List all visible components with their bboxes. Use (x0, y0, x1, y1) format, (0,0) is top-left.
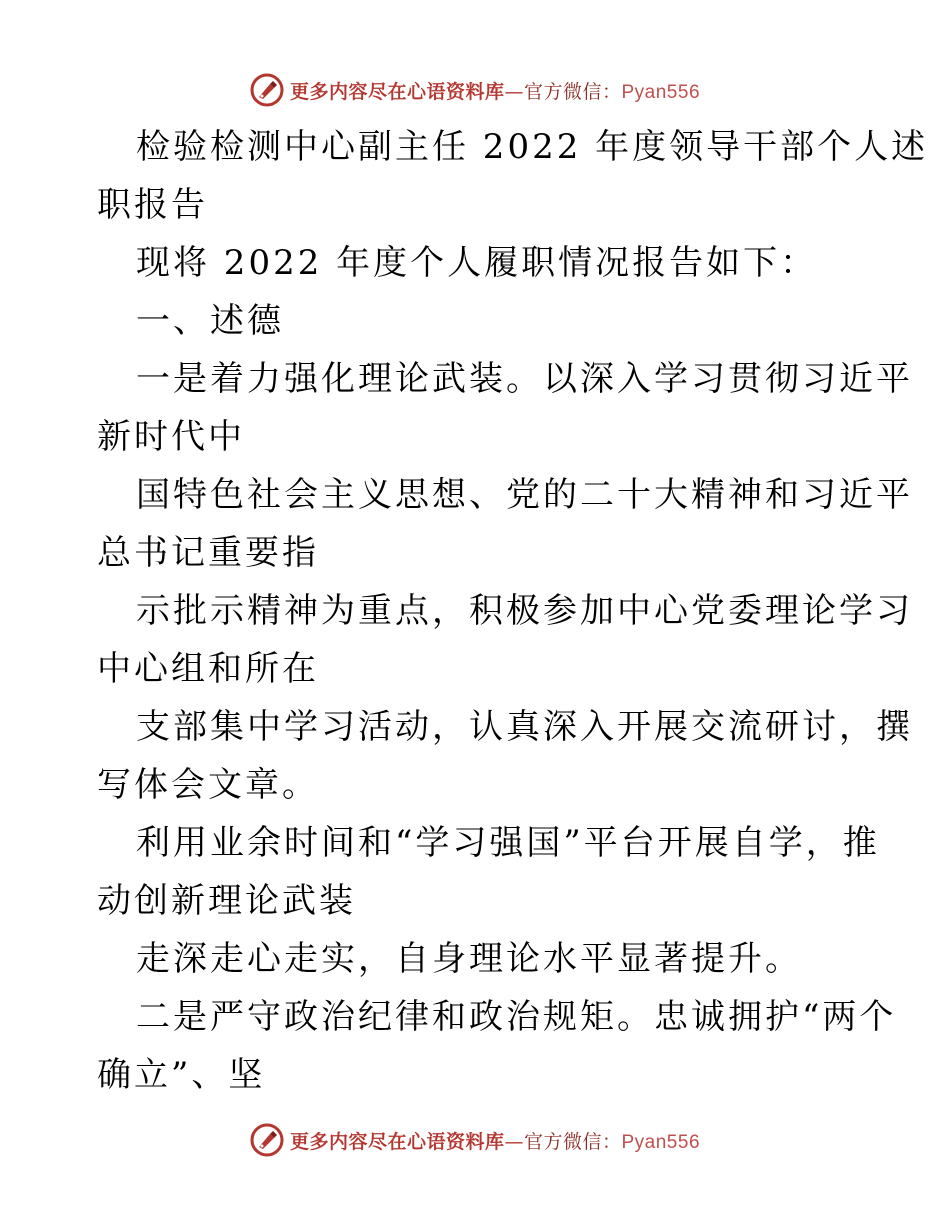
pen-nib-logo-icon (250, 73, 284, 107)
text-line: 职报告 (97, 185, 208, 225)
text-line: 示批示精神为重点，积极参加中心党委理论学习 (136, 591, 913, 631)
header-banner (0, 70, 950, 110)
document-body (97, 118, 929, 1104)
banner-dash: — (504, 1130, 524, 1153)
banner-official-label: 官方微信： (523, 1130, 622, 1153)
text-line: 确立”、坚 (97, 1055, 266, 1095)
pen-nib-logo-icon (250, 1123, 284, 1157)
text-line: 动创新理论武装 (97, 881, 356, 921)
header-banner-text (290, 77, 700, 104)
banner-dash: — (504, 80, 524, 103)
banner-wechat-id: Pyan556 (621, 1131, 701, 1153)
text-line: 利用业余时间和“学习强国”平台开展自学，推 (136, 823, 880, 863)
text-line: 新时代中 (97, 417, 245, 457)
text-line: 国特色社会主义思想、党的二十大精神和习近平 (136, 475, 913, 515)
text-line: 走深走心走实，自身理论水平显著提升。 (136, 939, 802, 979)
text-line: 支部集中学习活动，认真深入开展交流研讨，撰 (136, 707, 913, 747)
text-line: 写体会文章。 (97, 765, 319, 805)
text-line: 二是严守政治纪律和政治规矩。忠诚拥护“两个 (136, 997, 897, 1037)
banner-main-text: 更多内容尽在心语资料库 (289, 1130, 505, 1153)
text-line: 一、述德 (136, 301, 284, 341)
footer-banner-text (290, 1127, 700, 1154)
text-line: 现将 2022 年度个人履职情况报告如下： (136, 243, 818, 283)
text-line: 一是着力强化理论武装。以深入学习贯彻习近平 (136, 359, 913, 399)
text-line: 中心组和所在 (97, 649, 319, 689)
text-line: 总书记重要指 (97, 533, 319, 573)
text-line: 检验检测中心副主任 2022 年度领导干部个人述 (136, 127, 929, 167)
banner-wechat-id: Pyan556 (621, 81, 701, 103)
footer-banner (0, 1120, 950, 1160)
banner-main-text: 更多内容尽在心语资料库 (289, 80, 505, 103)
banner-official-label: 官方微信： (523, 80, 622, 103)
